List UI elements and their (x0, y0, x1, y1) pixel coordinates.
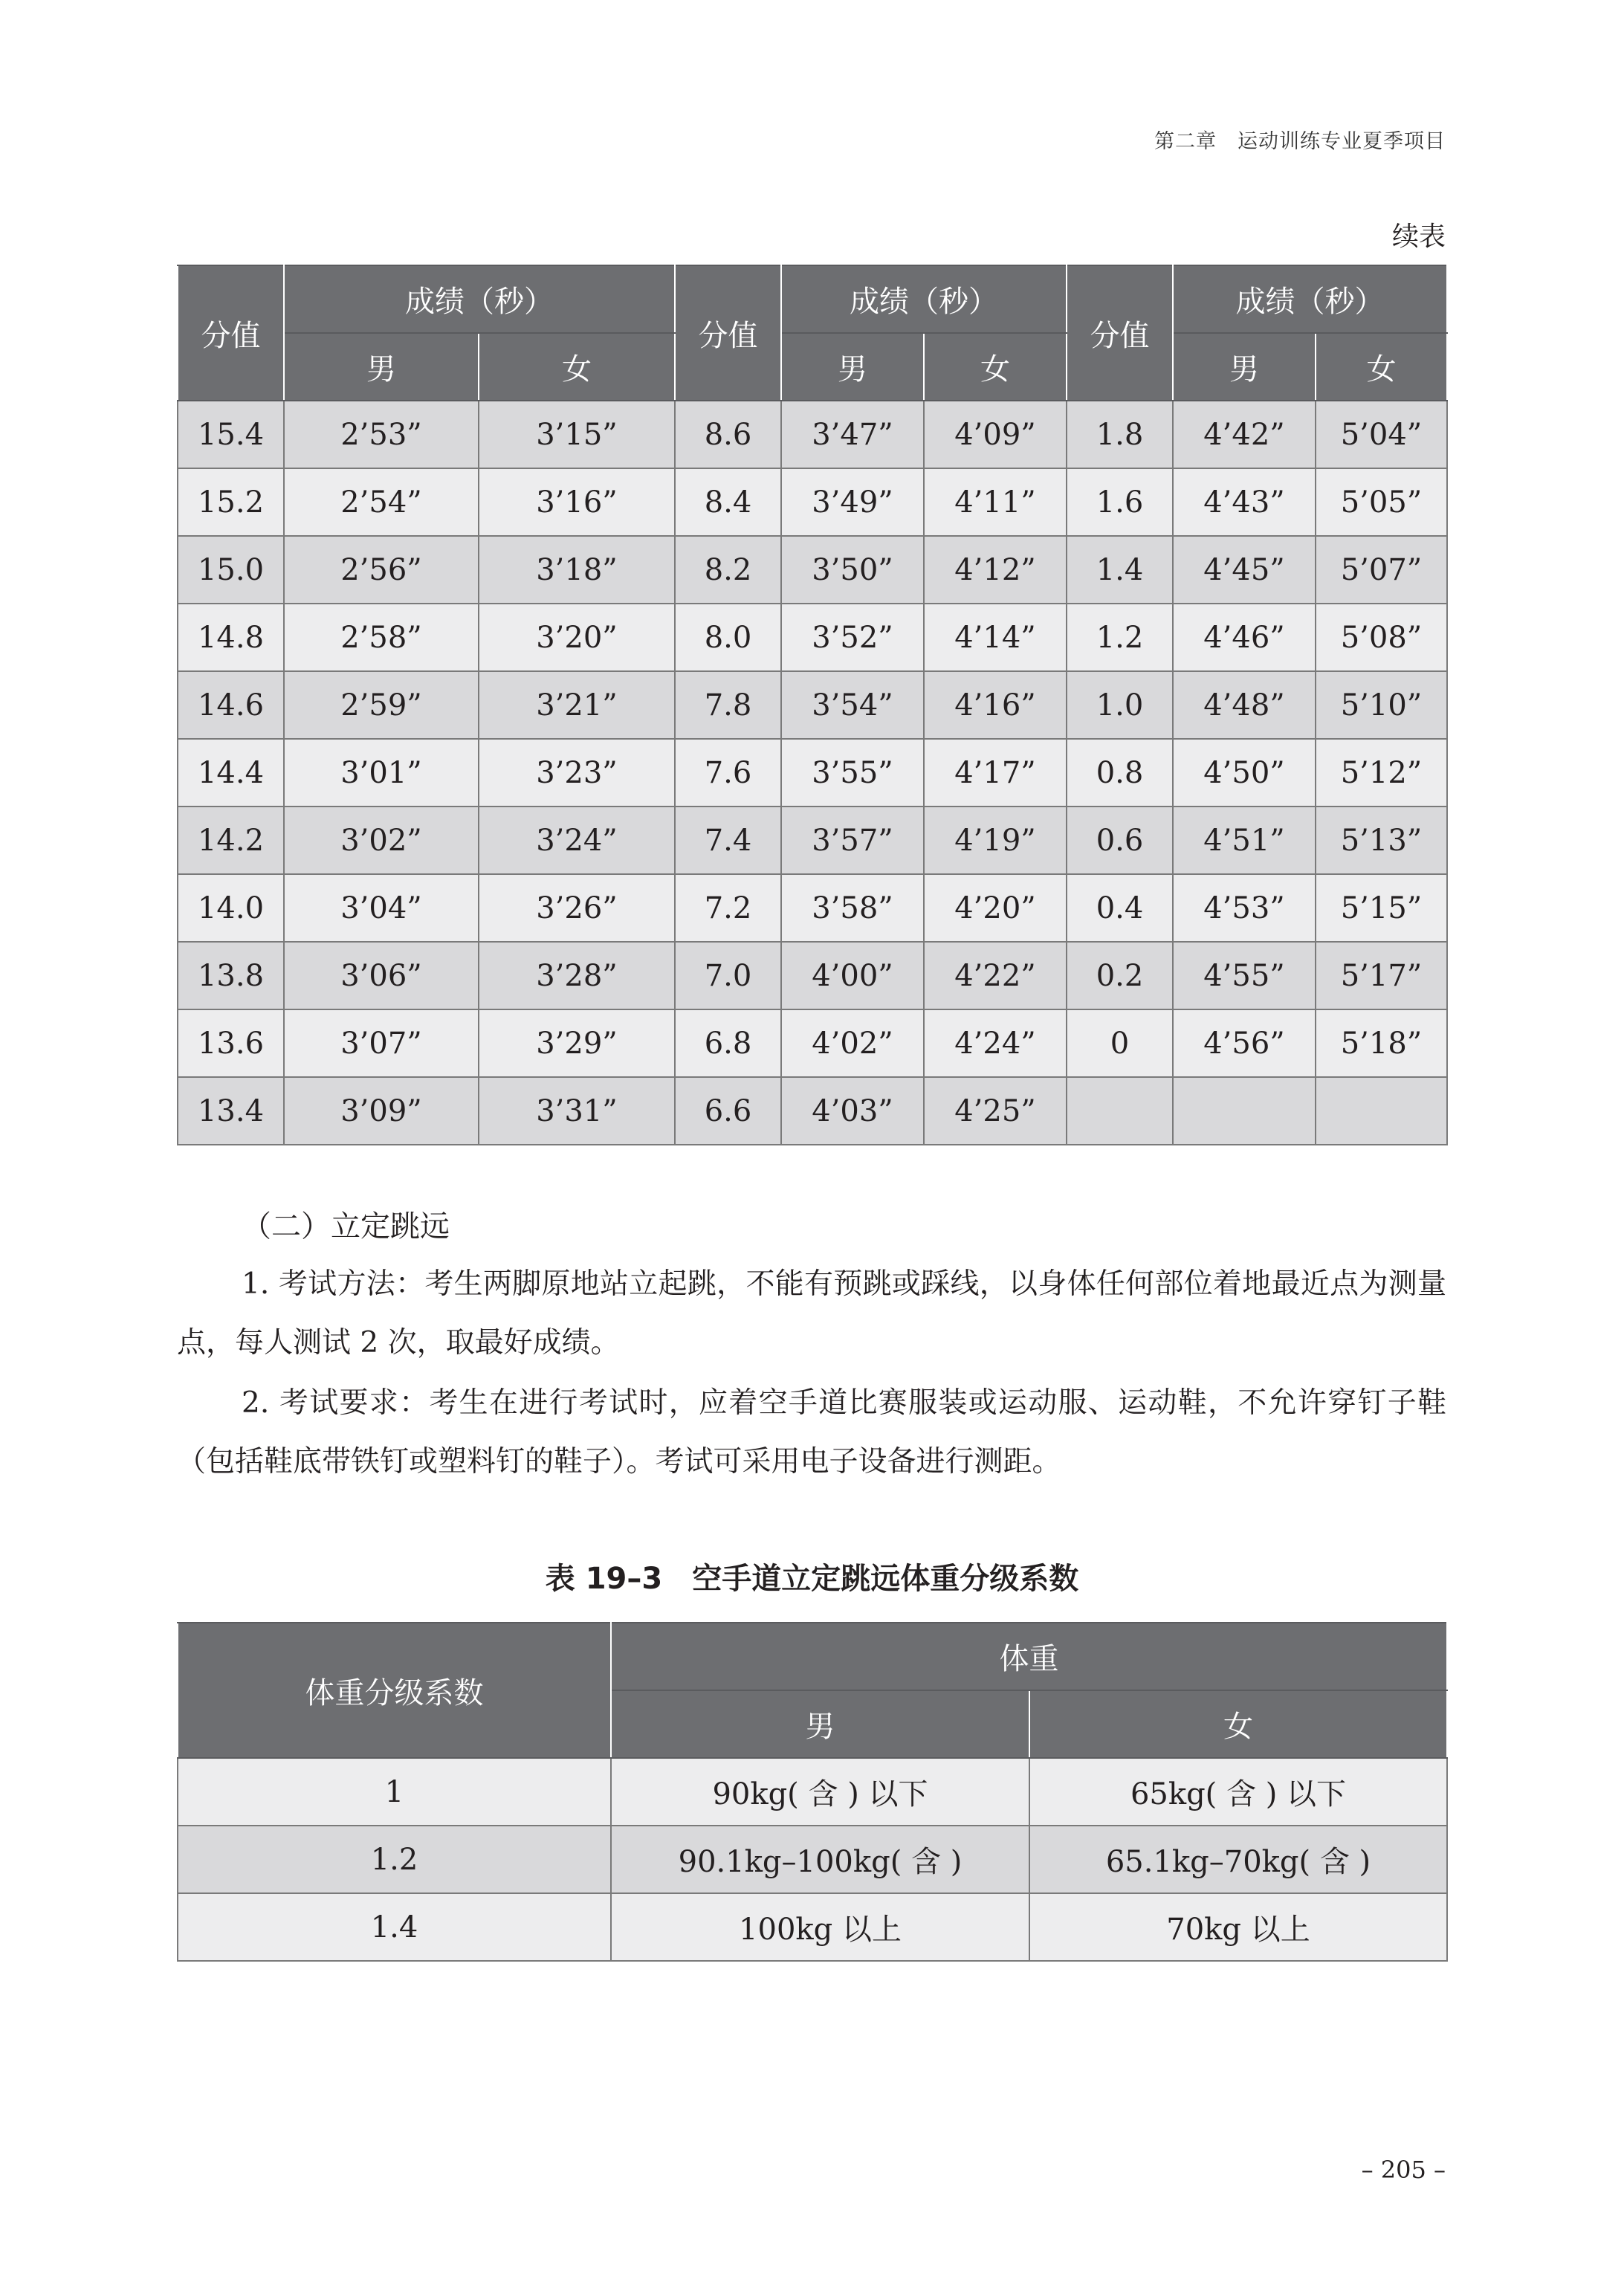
score-cell: 8.6 (675, 401, 781, 468)
score-cell: 14.2 (178, 807, 284, 874)
male-time-cell: 3’06” (284, 942, 479, 1009)
female-time-cell: 4’17” (924, 739, 1067, 807)
header-score: 分值 (178, 265, 284, 401)
score-cell: 15.2 (178, 468, 284, 536)
score-cell: 15.4 (178, 401, 284, 468)
table-row (178, 874, 1447, 942)
header-female: 女 (1316, 333, 1447, 401)
male-time-cell: 3’55” (781, 739, 924, 807)
table-row (178, 468, 1447, 536)
male-time-cell: 4’56” (1173, 1009, 1316, 1077)
male-time-cell: 3’54” (781, 671, 924, 739)
score-cell: 7.6 (675, 739, 781, 807)
score-cell: 0.6 (1067, 807, 1173, 874)
male-weight-cell: 90kg( 含 ) 以下 (611, 1758, 1029, 1826)
score-cell: 1.8 (1067, 401, 1173, 468)
score-cell: 7.4 (675, 807, 781, 874)
female-weight-cell: 65kg( 含 ) 以下 (1029, 1758, 1447, 1826)
male-time-cell: 4’46” (1173, 604, 1316, 671)
female-time-cell: 3’24” (479, 807, 675, 874)
coefficient-cell: 1 (178, 1758, 611, 1826)
header-score: 分值 (1067, 265, 1173, 401)
female-time-cell: 4’16” (924, 671, 1067, 739)
female-time-cell: 5’07” (1316, 536, 1447, 604)
male-time-cell: 3’47” (781, 401, 924, 468)
score-cell: 1.4 (1067, 536, 1173, 604)
female-weight-cell: 65.1kg–70kg( 含 ) (1029, 1826, 1447, 1893)
header-male: 男 (781, 333, 924, 401)
male-time-cell: 3’57” (781, 807, 924, 874)
score-cell: 8.0 (675, 604, 781, 671)
female-time-cell: 3’31” (479, 1077, 675, 1145)
male-time-cell: 4’03” (781, 1077, 924, 1145)
male-time-cell: 4’53” (1173, 874, 1316, 942)
female-time-cell: 5’08” (1316, 604, 1447, 671)
female-time-cell (1316, 1077, 1447, 1145)
score-cell: 7.0 (675, 942, 781, 1009)
table-row (178, 604, 1447, 671)
table-row (178, 942, 1447, 1009)
table-caption: 表 19–3 空手道立定跳远体重分级系数 (545, 1562, 1079, 1596)
header-coefficient: 体重分级系数 (178, 1623, 611, 1758)
score-table (177, 265, 1448, 1145)
score-cell: 14.4 (178, 739, 284, 807)
male-time-cell: 3’49” (781, 468, 924, 536)
male-time-cell: 4’43” (1173, 468, 1316, 536)
female-time-cell: 4’12” (924, 536, 1067, 604)
male-time-cell: 4’02” (781, 1009, 924, 1077)
coefficient-cell: 1.4 (178, 1893, 611, 1961)
male-time-cell (1173, 1077, 1316, 1145)
score-cell: 6.8 (675, 1009, 781, 1077)
female-time-cell: 4’25” (924, 1077, 1067, 1145)
male-time-cell: 3’07” (284, 1009, 479, 1077)
page-number: – 205 – (1361, 2156, 1446, 2184)
female-time-cell: 4’11” (924, 468, 1067, 536)
female-time-cell: 4’09” (924, 401, 1067, 468)
female-time-cell: 4’19” (924, 807, 1067, 874)
female-time-cell: 3’21” (479, 671, 675, 739)
score-cell: 1.6 (1067, 468, 1173, 536)
male-time-cell: 3’04” (284, 874, 479, 942)
male-time-cell: 2’56” (284, 536, 479, 604)
male-time-cell: 4’51” (1173, 807, 1316, 874)
score-cell: 0.2 (1067, 942, 1173, 1009)
female-time-cell: 3’23” (479, 739, 675, 807)
score-cell: 0 (1067, 1009, 1173, 1077)
score-cell: 8.2 (675, 536, 781, 604)
score-cell: 14.8 (178, 604, 284, 671)
male-time-cell: 2’54” (284, 468, 479, 536)
weight-coefficient-table (177, 1622, 1448, 1962)
male-time-cell: 4’50” (1173, 739, 1316, 807)
male-time-cell: 3’02” (284, 807, 479, 874)
male-time-cell: 4’55” (1173, 942, 1316, 1009)
table-row (178, 1009, 1447, 1077)
table-row (178, 1077, 1447, 1145)
male-time-cell: 2’58” (284, 604, 479, 671)
female-time-cell: 3’29” (479, 1009, 675, 1077)
female-time-cell: 3’28” (479, 942, 675, 1009)
male-time-cell: 4’00” (781, 942, 924, 1009)
score-cell: 14.0 (178, 874, 284, 942)
male-time-cell: 3’01” (284, 739, 479, 807)
section-heading: （二）立定跳远 (242, 1209, 450, 1244)
score-cell: 1.2 (1067, 604, 1173, 671)
female-weight-cell: 70kg 以上 (1029, 1893, 1447, 1961)
score-cell: 7.2 (675, 874, 781, 942)
coefficient-cell: 1.2 (178, 1826, 611, 1893)
score-cell: 0.4 (1067, 874, 1173, 942)
female-time-cell: 3’18” (479, 536, 675, 604)
male-weight-cell: 100kg 以上 (611, 1893, 1029, 1961)
header-result: 成绩（秒） (284, 265, 675, 333)
score-cell: 13.4 (178, 1077, 284, 1145)
header-result: 成绩（秒） (781, 265, 1067, 333)
header-male: 男 (1173, 333, 1316, 401)
male-time-cell: 4’42” (1173, 401, 1316, 468)
female-time-cell: 5’04” (1316, 401, 1447, 468)
female-time-cell: 3’20” (479, 604, 675, 671)
header-female: 女 (1029, 1690, 1447, 1758)
female-time-cell: 5’13” (1316, 807, 1447, 874)
table-row (178, 1893, 1447, 1961)
female-time-cell: 5’17” (1316, 942, 1447, 1009)
female-time-cell: 3’15” (479, 401, 675, 468)
score-cell: 8.4 (675, 468, 781, 536)
female-time-cell: 5’10” (1316, 671, 1447, 739)
score-cell: 7.8 (675, 671, 781, 739)
male-time-cell: 3’58” (781, 874, 924, 942)
score-cell: 13.8 (178, 942, 284, 1009)
female-time-cell: 5’15” (1316, 874, 1447, 942)
male-time-cell: 2’59” (284, 671, 479, 739)
female-time-cell: 4’22” (924, 942, 1067, 1009)
male-time-cell: 4’48” (1173, 671, 1316, 739)
score-cell: 13.6 (178, 1009, 284, 1077)
score-table-body (178, 401, 1447, 1145)
paragraph (177, 1255, 1446, 1372)
paragraph-text: 2. 考试要求：考生在进行考试时，应着空手道比赛服装或运动服、运动鞋，不允许穿钉子鞋（包括鞋底带铁钉或塑料钉的鞋子）。考试可采用电子设备进行测距。 (177, 1386, 1446, 1478)
table-row (178, 671, 1447, 739)
male-time-cell: 2’53” (284, 401, 479, 468)
female-time-cell: 4’14” (924, 604, 1067, 671)
table-row (178, 536, 1447, 604)
male-time-cell: 4’45” (1173, 536, 1316, 604)
continued-label: 续表 (1391, 222, 1446, 252)
score-cell (1067, 1077, 1173, 1145)
score-cell: 6.6 (675, 1077, 781, 1145)
female-time-cell: 5’18” (1316, 1009, 1447, 1077)
score-cell: 1.0 (1067, 671, 1173, 739)
male-time-cell: 3’09” (284, 1077, 479, 1145)
male-time-cell: 3’52” (781, 604, 924, 671)
header-male: 男 (284, 333, 479, 401)
table-row (178, 1758, 1447, 1826)
paragraph-text: 1. 考试方法：考生两脚原地站立起跳，不能有预跳或踩线，以身体任何部位着地最近点为测量点，每人测试 2 次，取最好成绩。 (177, 1267, 1446, 1360)
table-row (178, 401, 1447, 468)
female-time-cell: 4’24” (924, 1009, 1067, 1077)
table-row (178, 1826, 1447, 1893)
header-female: 女 (924, 333, 1067, 401)
female-time-cell: 4’20” (924, 874, 1067, 942)
score-cell: 0.8 (1067, 739, 1173, 807)
score-cell: 15.0 (178, 536, 284, 604)
score-cell: 14.6 (178, 671, 284, 739)
male-weight-cell: 90.1kg–100kg( 含 ) (611, 1826, 1029, 1893)
header-female: 女 (479, 333, 675, 401)
header-score: 分值 (675, 265, 781, 401)
female-time-cell: 5’12” (1316, 739, 1447, 807)
female-time-cell: 3’26” (479, 874, 675, 942)
running-header: 第二章 运动训练专业夏季项目 (1154, 130, 1446, 153)
header-result: 成绩（秒） (1173, 265, 1447, 333)
weight-table-body (178, 1758, 1447, 1961)
table-row (178, 807, 1447, 874)
header-weight: 体重 (611, 1623, 1447, 1690)
female-time-cell: 3’16” (479, 468, 675, 536)
header-male: 男 (611, 1690, 1029, 1758)
paragraph (177, 1374, 1446, 1491)
table-row (178, 739, 1447, 807)
female-time-cell: 5’05” (1316, 468, 1447, 536)
male-time-cell: 3’50” (781, 536, 924, 604)
